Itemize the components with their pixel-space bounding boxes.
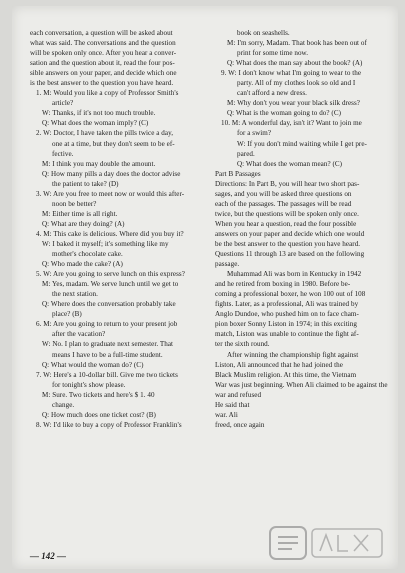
left-column-line: M: Yes, madam. We serve lunch until we get to <box>42 280 179 289</box>
right-column-line: be the best answer to the question you have heard. <box>215 239 361 248</box>
right-column-line: print for some time now. <box>237 49 309 58</box>
left-column-line: means I have to be a full-time student. <box>52 350 163 359</box>
page-number: — 142 — <box>30 551 66 561</box>
right-column-line: After winning the championship fight against <box>227 350 359 359</box>
right-column-line: M: I'm sorry, Madam. That book has been out of <box>227 39 367 48</box>
left-column-line: Q: What does the woman imply? (C) <box>42 119 149 128</box>
left-column <box>30 28 204 430</box>
left-column-line: sible answers on your paper, and decide which one <box>30 69 177 78</box>
left-column-line: 6. M: Are you going to return to your present job <box>36 320 178 329</box>
left-column-line: change. <box>52 400 75 409</box>
left-column-line: 5. W: Are you going to serve lunch on this express? <box>36 270 185 279</box>
right-column-line: Black Muslim religion. At this time, the Vietnam <box>215 370 357 379</box>
left-column-line: 8. W: I'd like to buy a copy of Professor Franklin's <box>36 420 182 429</box>
right-column-line: When you hear a question, read the four possible <box>215 219 357 228</box>
watermark-logo-icon <box>268 523 388 563</box>
left-column-line: Q: How much does one ticket cost? (B) <box>42 410 156 419</box>
right-column <box>215 28 389 430</box>
right-column-line: coming a professional boxer, he won 100 out of 108 <box>215 290 366 299</box>
right-column-line: War was just beginning. When Ali claimed to be against the <box>215 380 388 389</box>
left-column-line: 4. M: This cake is delicious. Where did you buy it? <box>36 229 184 238</box>
right-column-line: book on seashells. <box>237 29 290 37</box>
right-column-line: Directions: In Part B, you will hear two short pas- <box>215 179 360 188</box>
left-column-line: 7. W: Here's a 10-dollar bill. Give me two tickets <box>36 370 178 379</box>
left-column-line: article? <box>52 99 74 108</box>
right-column-line: He said that <box>215 400 250 409</box>
right-column-line: M: Why don't you wear your black silk dress? <box>227 99 360 108</box>
right-column-line: Q: What does the man say about the book? (A) <box>227 59 363 68</box>
left-column-line: Q: How many pills a day does the doctor advise <box>42 169 181 178</box>
right-column-line: Muhammad Ali was born in Kentucky in 1942 <box>227 270 362 279</box>
right-column-line: party. All of my clothes look so old and I <box>237 79 356 88</box>
right-column-line: for a swim? <box>237 129 272 138</box>
right-column-line: Q: What does the woman mean? (C) <box>237 159 343 168</box>
right-column-line: 9. W: I don't know what I'm going to wear to the <box>221 69 362 78</box>
right-column-line: twice, but the questions will be spoken only once. <box>215 209 359 218</box>
right-column-line: pion boxer Sonny Liston in 1974; in this exciting <box>215 320 357 329</box>
right-column-line: W: If you don't mind waiting while I get pre- <box>237 139 367 148</box>
right-column-line: and he retired from boxing in 1980. Before be- <box>215 280 351 289</box>
left-column-line: fective. <box>52 149 74 158</box>
right-column-line: Questions 11 through 13 are based on the following <box>215 250 365 259</box>
right-column-line: answers on your paper and decide which one would <box>215 229 365 238</box>
left-column-line: W: I baked it myself; it's something like my <box>42 239 169 248</box>
left-column-line: is the best answer to the question you have heard. <box>30 79 174 88</box>
left-column-line: Q: Who made the cake? (A) <box>42 260 123 269</box>
right-column-line: can't afford a new dress. <box>237 89 307 98</box>
left-column-line: 3. W: Are you free to meet now or would this after- <box>36 189 185 198</box>
left-column-line: for tonight's show please. <box>52 380 126 389</box>
left-column-line: will be spoken only once. After you hear a conver- <box>30 49 177 58</box>
left-column-line: 1. M: Would you like a copy of Professor Smith's <box>36 89 179 98</box>
right-column-line: fights. Later, as a professional, Ali was trained by <box>215 300 359 309</box>
left-column-line: M: I think you may double the amount. <box>42 159 156 168</box>
document-page <box>12 6 398 569</box>
left-column-line: noon be better? <box>52 199 97 208</box>
right-column-line: Anglo Dundoe, who pushed him on to face cham- <box>215 310 359 319</box>
right-column-line: ter the sixth round. <box>215 340 270 349</box>
right-column-line: match, Liston was unable to continue the fight af- <box>215 330 359 339</box>
right-column-line: sages, and you will be asked three questions on <box>215 189 352 198</box>
left-column-line: Q: What are they doing? (A) <box>42 219 125 228</box>
left-column-line: mother's chocolate cake. <box>52 250 123 259</box>
left-column-line: the next station. <box>52 290 98 299</box>
left-column-line: W: Thanks, if it's not too much trouble. <box>42 109 156 118</box>
left-column-line: Q: Where does the conversation probably take <box>42 300 176 309</box>
right-column-line: passage. <box>215 260 240 269</box>
left-column-line: after the vacation? <box>52 330 106 339</box>
right-column-line: freed, once again <box>215 420 265 429</box>
right-column-line: each of the passages. The passages will be read <box>215 199 352 208</box>
left-column-line: 2. W: Doctor, I have taken the pills twice a day, <box>36 129 174 138</box>
left-column-line: one at a time, but they don't seem to be ef- <box>52 139 175 148</box>
left-column-line: the patient to take? (D) <box>52 179 119 188</box>
left-column-line: M: Either time is all right. <box>42 209 118 218</box>
left-column-line: place? (B) <box>52 310 82 319</box>
left-column-line: Q: What would the woman do? (C) <box>42 360 144 369</box>
right-column-line: Part B Passages <box>215 169 261 178</box>
right-column-line: Q: What is the woman going to do? (C) <box>227 109 342 118</box>
right-column-line: war. Ali <box>215 410 238 419</box>
right-column-line: war and refused <box>215 390 262 399</box>
right-column-line: Liston, Ali announced that he had joined the <box>215 360 343 369</box>
right-column-line: pared. <box>237 149 255 158</box>
left-column-line: W: No. I plan to graduate next semester. That <box>42 340 174 349</box>
left-column-line: what was said. The conversations and the question <box>30 39 176 48</box>
left-column-line: sation and the question about it, read the four pos- <box>30 59 175 68</box>
right-column-line: 10. M: A wonderful day, isn't it? Want to join me <box>221 119 362 128</box>
left-column-line: each conversation, a question will be asked about <box>30 29 173 37</box>
left-column-line: M: Sure. Two tickets and here's $ 1. 40 <box>42 390 155 399</box>
